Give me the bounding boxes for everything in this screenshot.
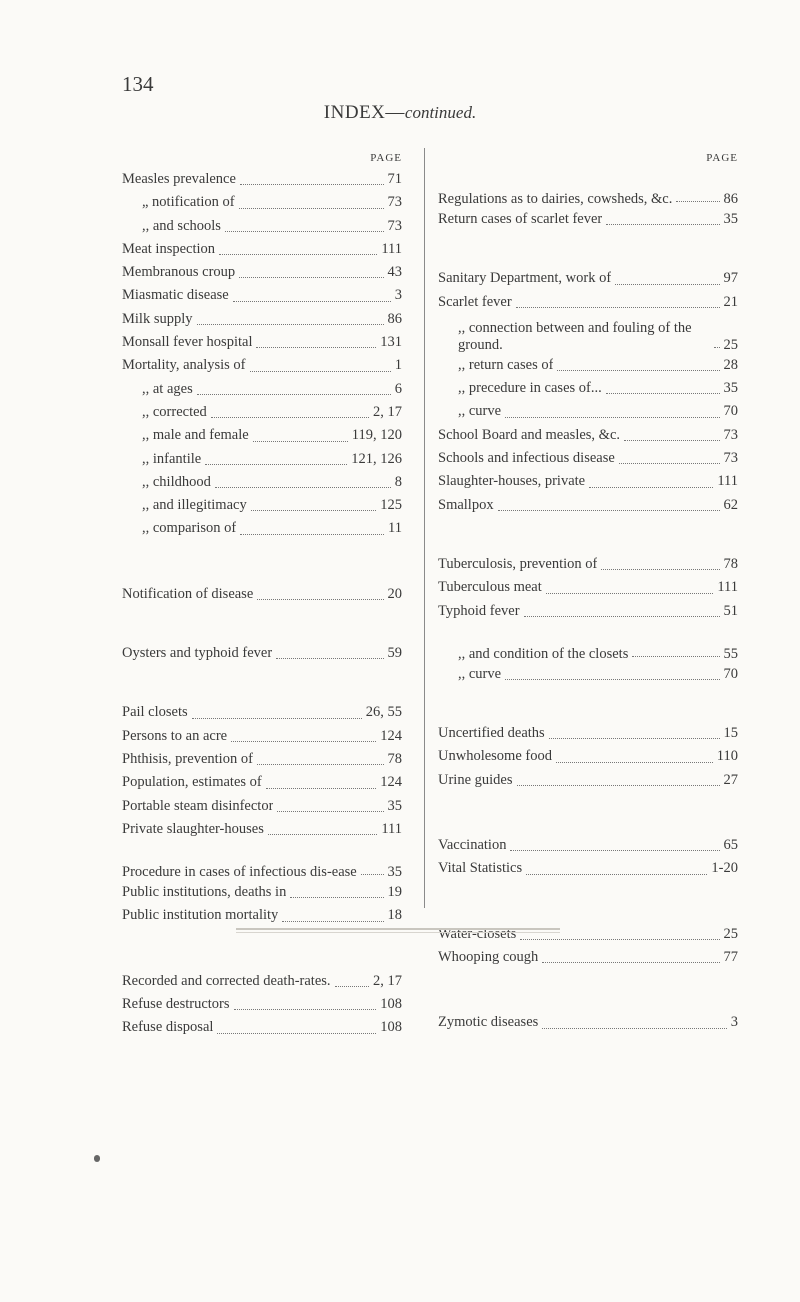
entry-label: ,, and condition of the closets bbox=[458, 645, 629, 662]
leader-dots bbox=[276, 658, 383, 659]
index-entry bbox=[122, 378, 402, 401]
ink-speck bbox=[94, 1155, 100, 1162]
entry-label: Public institutions, deaths in bbox=[122, 884, 287, 901]
leader-dots bbox=[542, 1028, 726, 1029]
entry-label: Meat inspection bbox=[122, 240, 216, 257]
entry-page: 59 bbox=[387, 645, 402, 662]
index-entry bbox=[122, 191, 402, 214]
entry-page: 78 bbox=[723, 555, 738, 572]
index-column-right bbox=[438, 148, 738, 1035]
index-entry bbox=[122, 308, 402, 331]
entry-label: Return cases of scarlet fever bbox=[438, 211, 603, 227]
entry-label: Regulations as to dairies, cowsheds, &c. bbox=[438, 191, 673, 207]
index-entry bbox=[438, 722, 738, 745]
index-entry bbox=[438, 267, 738, 290]
leader-dots bbox=[542, 962, 719, 963]
index-entry bbox=[438, 291, 738, 314]
entry-page: 28 bbox=[723, 356, 738, 373]
page-title bbox=[0, 102, 800, 124]
entry-label: Refuse destructors bbox=[122, 996, 230, 1013]
index-entry bbox=[122, 701, 402, 724]
leader-dots bbox=[211, 417, 369, 418]
leader-dots bbox=[282, 921, 383, 922]
index-entry bbox=[122, 881, 402, 904]
entry-label: Vaccination bbox=[438, 837, 507, 854]
entry-label: Population, estimates of bbox=[122, 774, 262, 791]
leader-dots bbox=[632, 656, 719, 657]
entry-page: 124 bbox=[380, 727, 402, 744]
index-entry bbox=[438, 923, 738, 946]
index-entry bbox=[438, 494, 738, 517]
entry-label: Tuberculosis, prevention of bbox=[438, 555, 598, 572]
index-entry bbox=[122, 1016, 402, 1039]
entry-page: 111 bbox=[381, 820, 402, 837]
leader-dots bbox=[619, 463, 720, 464]
index-entry bbox=[122, 904, 402, 927]
leader-dots bbox=[239, 208, 384, 209]
leader-dots bbox=[524, 616, 720, 617]
entry-label: Membranous croup bbox=[122, 264, 236, 281]
entry-page: 97 bbox=[723, 270, 738, 287]
entry-page: 73 bbox=[723, 426, 738, 443]
index-entry bbox=[122, 771, 402, 794]
entry-page: 62 bbox=[723, 496, 738, 513]
entry-page: 70 bbox=[723, 403, 738, 420]
entry-label: Monsall fever hospital bbox=[122, 334, 253, 351]
entry-label: ,, infantile bbox=[142, 450, 202, 467]
leader-dots bbox=[240, 534, 384, 535]
index-entry bbox=[122, 238, 402, 261]
entry-label: Sanitary Department, work of bbox=[438, 270, 612, 287]
index-entry bbox=[122, 424, 402, 447]
leader-dots bbox=[549, 738, 720, 739]
index-entry bbox=[122, 261, 402, 284]
entry-label: Zymotic diseases bbox=[438, 1014, 539, 1031]
index-column-left bbox=[122, 148, 402, 1040]
group-spacer bbox=[122, 928, 402, 970]
leader-dots bbox=[256, 347, 376, 348]
leader-dots bbox=[517, 785, 720, 786]
entry-page: 131 bbox=[380, 334, 402, 351]
index-entry bbox=[438, 857, 738, 880]
index-entry bbox=[122, 354, 402, 377]
leader-dots bbox=[205, 464, 347, 465]
title-main: INDEX— bbox=[323, 102, 405, 123]
index-entry bbox=[122, 401, 402, 424]
entry-page: 111 bbox=[717, 473, 738, 490]
entry-label: Whooping cough bbox=[438, 948, 539, 965]
page-column-header: PAGE bbox=[706, 152, 738, 164]
entry-page: 35 bbox=[723, 380, 738, 397]
leader-dots bbox=[606, 393, 720, 394]
entry-page: 110 bbox=[716, 748, 738, 765]
index-entry bbox=[438, 400, 738, 423]
entry-label: Water-closets bbox=[438, 925, 517, 942]
leader-dots bbox=[516, 307, 720, 308]
leader-dots bbox=[676, 201, 719, 202]
group-spacer bbox=[438, 517, 738, 553]
leader-dots bbox=[290, 897, 383, 898]
leader-dots bbox=[239, 277, 383, 278]
index-entry bbox=[122, 284, 402, 307]
entry-label: Tuberculous meat bbox=[438, 579, 542, 596]
entry-label: Scarlet fever bbox=[438, 293, 512, 310]
entry-label: Refuse disposal bbox=[122, 1019, 214, 1036]
leader-dots bbox=[606, 224, 719, 225]
leader-dots bbox=[257, 764, 384, 765]
entry-label: ,, at ages bbox=[142, 380, 193, 397]
leader-dots bbox=[192, 718, 362, 719]
entry-page: 18 bbox=[387, 907, 402, 924]
index-entry bbox=[438, 623, 738, 663]
leader-dots bbox=[197, 324, 384, 325]
entry-label: ,, comparison of bbox=[142, 520, 237, 537]
group-spacer bbox=[122, 606, 402, 642]
index-entry bbox=[122, 494, 402, 517]
entry-page: 43 bbox=[387, 264, 402, 281]
entry-label: ,, precedure in cases of... bbox=[458, 380, 602, 397]
entry-label: ,, connection between and fouling of the ground. bbox=[458, 319, 692, 353]
entry-label: Private slaughter-houses bbox=[122, 820, 264, 837]
index-entry bbox=[122, 970, 402, 993]
leader-dots bbox=[250, 371, 391, 372]
entry-label: Unwholesome food bbox=[438, 748, 552, 765]
leader-dots bbox=[253, 441, 348, 442]
column-divider bbox=[424, 148, 425, 908]
index-entry bbox=[122, 448, 402, 471]
entry-label: ,, curve bbox=[458, 403, 502, 420]
leader-dots bbox=[601, 569, 719, 570]
leader-dots bbox=[217, 1033, 376, 1034]
right-entry-list bbox=[438, 168, 738, 1035]
entry-page: 25 bbox=[723, 336, 738, 353]
page-column-header: PAGE bbox=[370, 152, 402, 164]
entry-page: 3 bbox=[394, 287, 402, 304]
leader-dots bbox=[557, 370, 719, 371]
leader-dots bbox=[520, 939, 719, 940]
entry-page: 8 bbox=[394, 473, 402, 490]
index-entry bbox=[122, 583, 402, 606]
index-entry bbox=[438, 600, 738, 623]
bottom-rule bbox=[236, 928, 560, 930]
group-spacer bbox=[438, 881, 738, 923]
entry-label: Miasmatic disease bbox=[122, 287, 229, 304]
entry-page: 11 bbox=[388, 520, 402, 537]
entry-page: 73 bbox=[387, 194, 402, 211]
group-spacer bbox=[438, 792, 738, 834]
entry-label: ,, curve bbox=[458, 665, 502, 682]
entry-page: 71 bbox=[387, 171, 402, 187]
entry-page: 86 bbox=[723, 191, 738, 207]
entry-label: Uncertified deaths bbox=[438, 725, 545, 742]
leader-dots bbox=[510, 850, 719, 851]
index-entry bbox=[438, 1011, 738, 1034]
entry-label: Milk supply bbox=[122, 310, 193, 327]
entry-page: 111 bbox=[381, 240, 402, 257]
leader-dots bbox=[225, 231, 384, 232]
leader-dots bbox=[546, 593, 714, 594]
entry-page: 3 bbox=[730, 1014, 738, 1031]
leader-dots bbox=[505, 679, 719, 680]
entry-page: 65 bbox=[723, 837, 738, 854]
index-entry bbox=[438, 663, 738, 686]
index-entry bbox=[122, 748, 402, 771]
entry-page: 77 bbox=[723, 948, 738, 965]
entry-page: 20 bbox=[387, 585, 402, 602]
index-entry bbox=[438, 447, 738, 470]
entry-label: Mortality, analysis of bbox=[122, 357, 246, 374]
leader-dots bbox=[556, 762, 713, 763]
entry-label: ,, corrected bbox=[142, 403, 207, 420]
index-entry bbox=[438, 168, 738, 208]
entry-label: Typhoid fever bbox=[438, 602, 520, 619]
group-spacer bbox=[438, 969, 738, 1011]
entry-page: 121, 126 bbox=[351, 450, 402, 467]
bottom-rule-thin bbox=[236, 932, 560, 933]
entry-label: Phthisis, prevention of bbox=[122, 750, 253, 767]
leader-dots bbox=[233, 301, 391, 302]
left-entry-list bbox=[122, 168, 402, 1040]
leader-dots bbox=[240, 184, 384, 185]
index-entry bbox=[122, 331, 402, 354]
entry-label: Recorded and corrected death-rates. bbox=[122, 972, 331, 989]
leader-dots bbox=[335, 986, 369, 987]
entry-label: Measles prevalence bbox=[122, 171, 236, 187]
leader-dots bbox=[257, 599, 383, 600]
entry-label: ,, and schools bbox=[142, 217, 221, 234]
leader-dots bbox=[268, 834, 377, 835]
index-entry bbox=[122, 841, 402, 881]
entry-label: Procedure in cases of infectious dis-ease bbox=[122, 864, 357, 881]
entry-page: 19 bbox=[387, 884, 402, 901]
index-entry bbox=[122, 471, 402, 494]
index-entry bbox=[122, 993, 402, 1016]
group-spacer bbox=[122, 665, 402, 701]
index-entry bbox=[438, 834, 738, 857]
leader-dots bbox=[589, 487, 713, 488]
entry-page: 119, 120 bbox=[351, 427, 402, 444]
leader-dots bbox=[505, 417, 719, 418]
entry-label: Notification of disease bbox=[122, 585, 254, 602]
index-entry bbox=[122, 818, 402, 841]
leader-dots bbox=[266, 788, 377, 789]
entry-page: 78 bbox=[387, 750, 402, 767]
index-entry bbox=[438, 208, 738, 231]
entry-label: Vital Statistics bbox=[438, 860, 523, 877]
index-entry bbox=[438, 377, 738, 400]
entry-page: 108 bbox=[380, 996, 402, 1013]
entry-page: 21 bbox=[723, 293, 738, 310]
entry-label: Persons to an acre bbox=[122, 727, 228, 744]
leader-dots bbox=[219, 254, 377, 255]
index-entry bbox=[122, 168, 402, 191]
index-entry bbox=[438, 946, 738, 969]
leader-dots bbox=[615, 284, 719, 285]
title-continued: continued. bbox=[404, 103, 477, 122]
entry-page: 35 bbox=[723, 211, 738, 227]
entry-label: School Board and measles, &c. bbox=[438, 426, 621, 443]
entry-page: 2, 17 bbox=[373, 403, 402, 420]
entry-page: 125 bbox=[380, 497, 402, 514]
entry-page: 27 bbox=[723, 771, 738, 788]
entry-page: 15 bbox=[723, 725, 738, 742]
entry-label: Slaughter-houses, private bbox=[438, 473, 586, 490]
index-entry bbox=[438, 314, 738, 354]
entry-page: 1-20 bbox=[711, 860, 738, 877]
index-entry bbox=[122, 642, 402, 665]
entry-label: „ notification of bbox=[142, 194, 235, 211]
entry-label: ,, and illegitimacy bbox=[142, 497, 247, 514]
page-number: 134 bbox=[122, 72, 154, 96]
index-entry bbox=[122, 725, 402, 748]
entry-label: ,, male and female bbox=[142, 427, 249, 444]
leader-dots bbox=[277, 811, 383, 812]
entry-page: 111 bbox=[717, 579, 738, 596]
entry-page: 1 bbox=[394, 357, 402, 374]
leader-dots bbox=[197, 394, 391, 395]
leader-dots bbox=[231, 741, 376, 742]
entry-page: 55 bbox=[723, 645, 738, 662]
leader-dots bbox=[234, 1009, 377, 1010]
entry-page: 26, 55 bbox=[365, 704, 402, 721]
entry-label: Public institution mortality bbox=[122, 907, 279, 924]
group-spacer bbox=[122, 541, 402, 583]
index-entry bbox=[438, 470, 738, 493]
index-entry bbox=[122, 795, 402, 818]
leader-dots bbox=[714, 347, 720, 348]
entry-page: 6 bbox=[394, 380, 402, 397]
entry-label: Oysters and typhoid fever bbox=[122, 645, 273, 662]
entry-page: 86 bbox=[387, 310, 402, 327]
leader-dots bbox=[361, 874, 384, 875]
entry-page: 73 bbox=[387, 217, 402, 234]
entry-page: 70 bbox=[723, 665, 738, 682]
entry-page: 73 bbox=[723, 450, 738, 467]
entry-page: 108 bbox=[380, 1019, 402, 1036]
entry-page: 2, 17 bbox=[373, 972, 402, 989]
index-entry bbox=[438, 769, 738, 792]
leader-dots bbox=[251, 510, 377, 511]
leader-dots bbox=[624, 440, 719, 441]
entry-label: ,, childhood bbox=[142, 473, 211, 490]
entry-label: Pail closets bbox=[122, 704, 188, 721]
entry-label: Urine guides bbox=[438, 771, 513, 788]
index-entry bbox=[122, 215, 402, 238]
index-entry bbox=[122, 517, 402, 540]
entry-label: Smallpox bbox=[438, 496, 494, 513]
index-entry bbox=[438, 424, 738, 447]
index-entry bbox=[438, 553, 738, 576]
group-spacer bbox=[438, 686, 738, 722]
group-spacer bbox=[438, 231, 738, 267]
index-entry bbox=[438, 745, 738, 768]
entry-page: 124 bbox=[380, 774, 402, 791]
entry-page: 25 bbox=[723, 925, 738, 942]
index-entry bbox=[438, 354, 738, 377]
leader-dots bbox=[215, 487, 391, 488]
entry-label: Schools and infectious disease bbox=[438, 450, 615, 467]
entry-page: 35 bbox=[387, 864, 402, 881]
leader-dots bbox=[498, 510, 720, 511]
leader-dots bbox=[526, 874, 707, 875]
index-entry bbox=[438, 576, 738, 599]
entry-page: 35 bbox=[387, 797, 402, 814]
entry-label: ,, return cases of bbox=[458, 356, 554, 373]
entry-label: Portable steam disinfector bbox=[122, 797, 274, 814]
entry-page: 51 bbox=[723, 602, 738, 619]
